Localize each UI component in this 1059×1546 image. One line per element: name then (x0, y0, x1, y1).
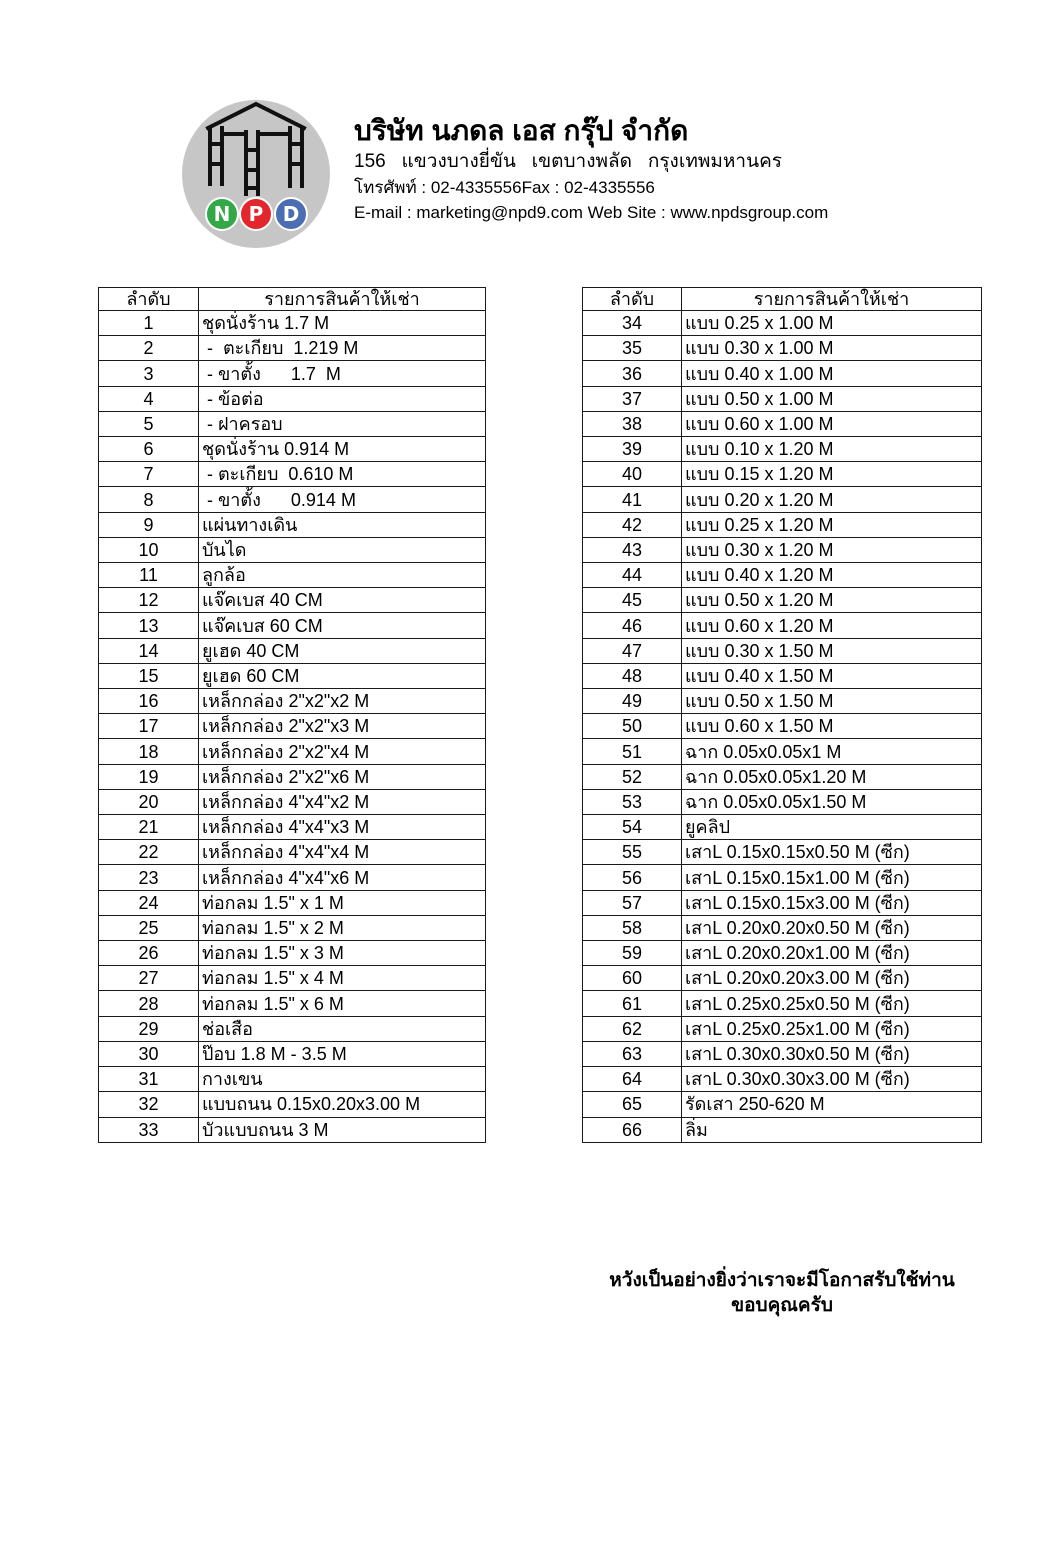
table-row (99, 815, 486, 840)
company-phone: โทรศัพท์ : 02-4335556Fax : 02-4335556 (354, 178, 655, 197)
item-number: 37 (583, 386, 682, 411)
item-description: - ฝาครอบ (199, 411, 486, 436)
item-description: - ขาตั้ง 1.7 M (199, 361, 486, 386)
item-description: - ตะเกียบ 1.219 M (199, 336, 486, 361)
item-description: ชุดนั่งร้าน 1.7 M (199, 311, 486, 336)
table-row (99, 638, 486, 663)
item-number: 23 (99, 865, 199, 890)
item-number: 38 (583, 411, 682, 436)
item-number: 49 (583, 689, 682, 714)
item-number: 62 (583, 1016, 682, 1041)
table-row (99, 537, 486, 562)
table-row (583, 361, 982, 386)
table-row (583, 1092, 982, 1117)
table-row (583, 941, 982, 966)
item-description: เหล็กกล่อง 4"x4"x3 M (199, 815, 486, 840)
table-row (583, 714, 982, 739)
table-row (99, 411, 486, 436)
item-number: 46 (583, 613, 682, 638)
item-number: 9 (99, 512, 199, 537)
table-row (99, 966, 486, 991)
logo-letter-p: P (248, 202, 264, 226)
item-number: 53 (583, 789, 682, 814)
rental-items-table-left (98, 287, 486, 1143)
table-row (99, 991, 486, 1016)
item-description: ท่อกลม 1.5" x 3 M (199, 941, 486, 966)
item-number: 16 (99, 689, 199, 714)
item-number: 5 (99, 411, 199, 436)
item-number: 19 (99, 764, 199, 789)
table-header-row (99, 288, 486, 311)
item-description: แบบ 0.10 x 1.20 M (682, 437, 982, 462)
item-description: ชุดนั่งร้าน 0.914 M (199, 437, 486, 462)
item-description: เหล็กกล่อง 4"x4"x4 M (199, 840, 486, 865)
item-number: 18 (99, 739, 199, 764)
item-number: 17 (99, 714, 199, 739)
item-description: เหล็กกล่อง 4"x4"x2 M (199, 789, 486, 814)
table-row (583, 966, 982, 991)
item-number: 2 (99, 336, 199, 361)
table-row (583, 411, 982, 436)
table-row (583, 865, 982, 890)
item-description: เสาL 0.25x0.25x1.00 M (ซีก) (682, 1016, 982, 1041)
item-number: 11 (99, 563, 199, 588)
table-row (99, 311, 486, 336)
item-description: แบบ 0.50 x 1.20 M (682, 588, 982, 613)
item-number: 35 (583, 336, 682, 361)
closing-line-1: หวังเป็นอย่างยิ่งว่าเราจะมีโอกาสรับใช้ท่าน (609, 1270, 955, 1291)
company-email-website: E-mail : marketing@npd9.com Web Site : www.npdsgroup.com (354, 203, 829, 222)
item-number: 61 (583, 991, 682, 1016)
table-row (583, 588, 982, 613)
table-row (583, 386, 982, 411)
item-number: 13 (99, 613, 199, 638)
table-row (583, 462, 982, 487)
column-header-description: รายการสินค้าให้เช่า (682, 288, 982, 311)
item-description: เสาL 0.15x0.15x0.50 M (ซีก) (682, 840, 982, 865)
item-description: แบบ 0.25 x 1.20 M (682, 512, 982, 537)
table-row (583, 789, 982, 814)
table-row (99, 689, 486, 714)
item-description: แบบ 0.60 x 1.20 M (682, 613, 982, 638)
item-description: แบบ 0.30 x 1.50 M (682, 638, 982, 663)
item-description: เสาL 0.20x0.20x0.50 M (ซีก) (682, 915, 982, 940)
item-number: 57 (583, 890, 682, 915)
item-number: 55 (583, 840, 682, 865)
item-description: แบบ 0.40 x 1.50 M (682, 663, 982, 688)
item-description: เสาL 0.30x0.30x3.00 M (ซีก) (682, 1067, 982, 1092)
item-number: 7 (99, 462, 199, 487)
table-row (583, 890, 982, 915)
item-number: 14 (99, 638, 199, 663)
item-number: 21 (99, 815, 199, 840)
item-description: - ตะเกียบ 0.610 M (199, 462, 486, 487)
item-number: 52 (583, 764, 682, 789)
item-description: เหล็กกล่อง 2"x2"x6 M (199, 764, 486, 789)
item-number: 56 (583, 865, 682, 890)
table-row (583, 991, 982, 1016)
table-row (583, 311, 982, 336)
item-description: รัดเสา 250-620 M (682, 1092, 982, 1117)
item-description: ลิ่ม (682, 1117, 982, 1143)
table-row (99, 739, 486, 764)
item-description: แบบ 0.30 x 1.20 M (682, 537, 982, 562)
table-row (99, 386, 486, 411)
table-row (583, 915, 982, 940)
table-row (99, 663, 486, 688)
item-number: 25 (99, 915, 199, 940)
column-header-number: ลำดับ (99, 288, 199, 311)
company-logo (180, 98, 332, 250)
item-number: 22 (99, 840, 199, 865)
item-description: เหล็กกล่อง 2"x2"x3 M (199, 714, 486, 739)
item-description: ฉาก 0.05x0.05x1.50 M (682, 789, 982, 814)
table-row (583, 638, 982, 663)
logo-letter-n: N (213, 202, 231, 226)
item-description: แบบ 0.40 x 1.20 M (682, 563, 982, 588)
item-number: 60 (583, 966, 682, 991)
item-description: แบบ 0.60 x 1.50 M (682, 714, 982, 739)
item-description: แบบถนน 0.15x0.20x3.00 M (199, 1092, 486, 1117)
table-row (99, 915, 486, 940)
item-number: 58 (583, 915, 682, 940)
item-description: เสาL 0.20x0.20x3.00 M (ซีก) (682, 966, 982, 991)
item-number: 51 (583, 739, 682, 764)
item-description: เสาL 0.30x0.30x0.50 M (ซีก) (682, 1041, 982, 1066)
table-row (583, 663, 982, 688)
item-number: 36 (583, 361, 682, 386)
table-row (583, 815, 982, 840)
item-description: แบบ 0.60 x 1.00 M (682, 411, 982, 436)
item-number: 31 (99, 1067, 199, 1092)
company-name: บริษัท นภดล เอส กรุ๊ป จำกัด (354, 115, 689, 146)
table-row (583, 512, 982, 537)
item-description: ฉาก 0.05x0.05x1.20 M (682, 764, 982, 789)
table-row (99, 336, 486, 361)
table-row (99, 1016, 486, 1041)
item-description: เหล็กกล่อง 2"x2"x4 M (199, 739, 486, 764)
item-description: ยูเฮด 40 CM (199, 638, 486, 663)
item-number: 40 (583, 462, 682, 487)
item-description: เสาL 0.15x0.15x1.00 M (ซีก) (682, 865, 982, 890)
item-description: เหล็กกล่อง 2"x2"x2 M (199, 689, 486, 714)
item-number: 65 (583, 1092, 682, 1117)
item-description: แบบ 0.50 x 1.50 M (682, 689, 982, 714)
item-description: บัวแบบถนน 3 M (199, 1117, 486, 1143)
table-row (583, 537, 982, 562)
company-address: 156 แขวงบางยี่ขัน เขตบางพลัด กรุงเทพมหานคร (354, 151, 782, 172)
item-number: 8 (99, 487, 199, 512)
item-number: 39 (583, 437, 682, 462)
item-description: แบบ 0.20 x 1.20 M (682, 487, 982, 512)
table-row (99, 588, 486, 613)
table-row (583, 689, 982, 714)
item-number: 66 (583, 1117, 682, 1143)
item-description: กางเขน (199, 1067, 486, 1092)
column-header-number: ลำดับ (583, 288, 682, 311)
table-row (99, 563, 486, 588)
table-header-row (583, 288, 982, 311)
table-row (583, 1067, 982, 1092)
table-row (583, 739, 982, 764)
item-description: บันได (199, 537, 486, 562)
item-description: แบบ 0.50 x 1.00 M (682, 386, 982, 411)
item-description: ท่อกลม 1.5" x 4 M (199, 966, 486, 991)
table-row (99, 361, 486, 386)
item-description: เสาL 0.15x0.15x3.00 M (ซีก) (682, 890, 982, 915)
table-row (583, 1117, 982, 1143)
table-row (99, 1041, 486, 1066)
item-number: 27 (99, 966, 199, 991)
table-row (583, 563, 982, 588)
table-row (583, 336, 982, 361)
logo-letter-d: D (282, 202, 300, 226)
table-row (99, 840, 486, 865)
item-description: แจ๊คเบส 40 CM (199, 588, 486, 613)
item-number: 59 (583, 941, 682, 966)
table-row (99, 1092, 486, 1117)
item-number: 1 (99, 311, 199, 336)
item-number: 41 (583, 487, 682, 512)
item-number: 34 (583, 311, 682, 336)
table-row (99, 890, 486, 915)
table-row (99, 462, 486, 487)
item-description: แผ่นทางเดิน (199, 512, 486, 537)
item-description: แบบ 0.40 x 1.00 M (682, 361, 982, 386)
item-description: เสาL 0.20x0.20x1.00 M (ซีก) (682, 941, 982, 966)
item-description: ยูเฮด 60 CM (199, 663, 486, 688)
item-description: ยูคลิป (682, 815, 982, 840)
item-number: 24 (99, 890, 199, 915)
item-description: แบบ 0.25 x 1.00 M (682, 311, 982, 336)
item-description: แจ๊คเบส 60 CM (199, 613, 486, 638)
item-description: ฉาก 0.05x0.05x1 M (682, 739, 982, 764)
table-row (583, 487, 982, 512)
rental-items-table-right (582, 287, 982, 1143)
item-number: 48 (583, 663, 682, 688)
item-description: ท่อกลม 1.5" x 6 M (199, 991, 486, 1016)
table-row (99, 437, 486, 462)
item-number: 12 (99, 588, 199, 613)
item-description: - ขาตั้ง 0.914 M (199, 487, 486, 512)
table-row (99, 1117, 486, 1143)
item-number: 63 (583, 1041, 682, 1066)
logo-letter-badges (206, 198, 307, 230)
table-row (99, 512, 486, 537)
closing-line-2: ขอบคุณครับ (731, 1295, 833, 1316)
item-number: 26 (99, 941, 199, 966)
item-description: ลูกล้อ (199, 563, 486, 588)
item-number: 44 (583, 563, 682, 588)
item-number: 28 (99, 991, 199, 1016)
item-number: 20 (99, 789, 199, 814)
table-row (99, 613, 486, 638)
table-row (583, 1041, 982, 1066)
item-number: 30 (99, 1041, 199, 1066)
item-number: 6 (99, 437, 199, 462)
table-row (99, 865, 486, 890)
item-number: 54 (583, 815, 682, 840)
item-description: ท่อกลม 1.5" x 1 M (199, 890, 486, 915)
table-row (583, 1016, 982, 1041)
item-description: เสาL 0.25x0.25x0.50 M (ซีก) (682, 991, 982, 1016)
item-description: เหล็กกล่อง 4"x4"x6 M (199, 865, 486, 890)
item-description: ป๊อบ 1.8 M - 3.5 M (199, 1041, 486, 1066)
item-description: แบบ 0.15 x 1.20 M (682, 462, 982, 487)
item-number: 15 (99, 663, 199, 688)
table-row (583, 764, 982, 789)
item-number: 32 (99, 1092, 199, 1117)
table-row (99, 1067, 486, 1092)
table-row (583, 840, 982, 865)
item-number: 47 (583, 638, 682, 663)
item-number: 33 (99, 1117, 199, 1143)
item-description: แบบ 0.30 x 1.00 M (682, 336, 982, 361)
item-description: - ข้อต่อ (199, 386, 486, 411)
column-header-description: รายการสินค้าให้เช่า (199, 288, 486, 311)
table-row (99, 764, 486, 789)
item-description: ช่อเสือ (199, 1016, 486, 1041)
item-number: 43 (583, 537, 682, 562)
item-number: 50 (583, 714, 682, 739)
table-row (99, 789, 486, 814)
table-row (99, 487, 486, 512)
item-description: ท่อกลม 1.5" x 2 M (199, 915, 486, 940)
item-number: 10 (99, 537, 199, 562)
item-number: 64 (583, 1067, 682, 1092)
item-number: 29 (99, 1016, 199, 1041)
item-number: 42 (583, 512, 682, 537)
table-row (583, 437, 982, 462)
table-row (99, 941, 486, 966)
table-row (99, 714, 486, 739)
table-row (583, 613, 982, 638)
item-number: 45 (583, 588, 682, 613)
closing-message (560, 1268, 1004, 1318)
item-number: 4 (99, 386, 199, 411)
item-number: 3 (99, 361, 199, 386)
